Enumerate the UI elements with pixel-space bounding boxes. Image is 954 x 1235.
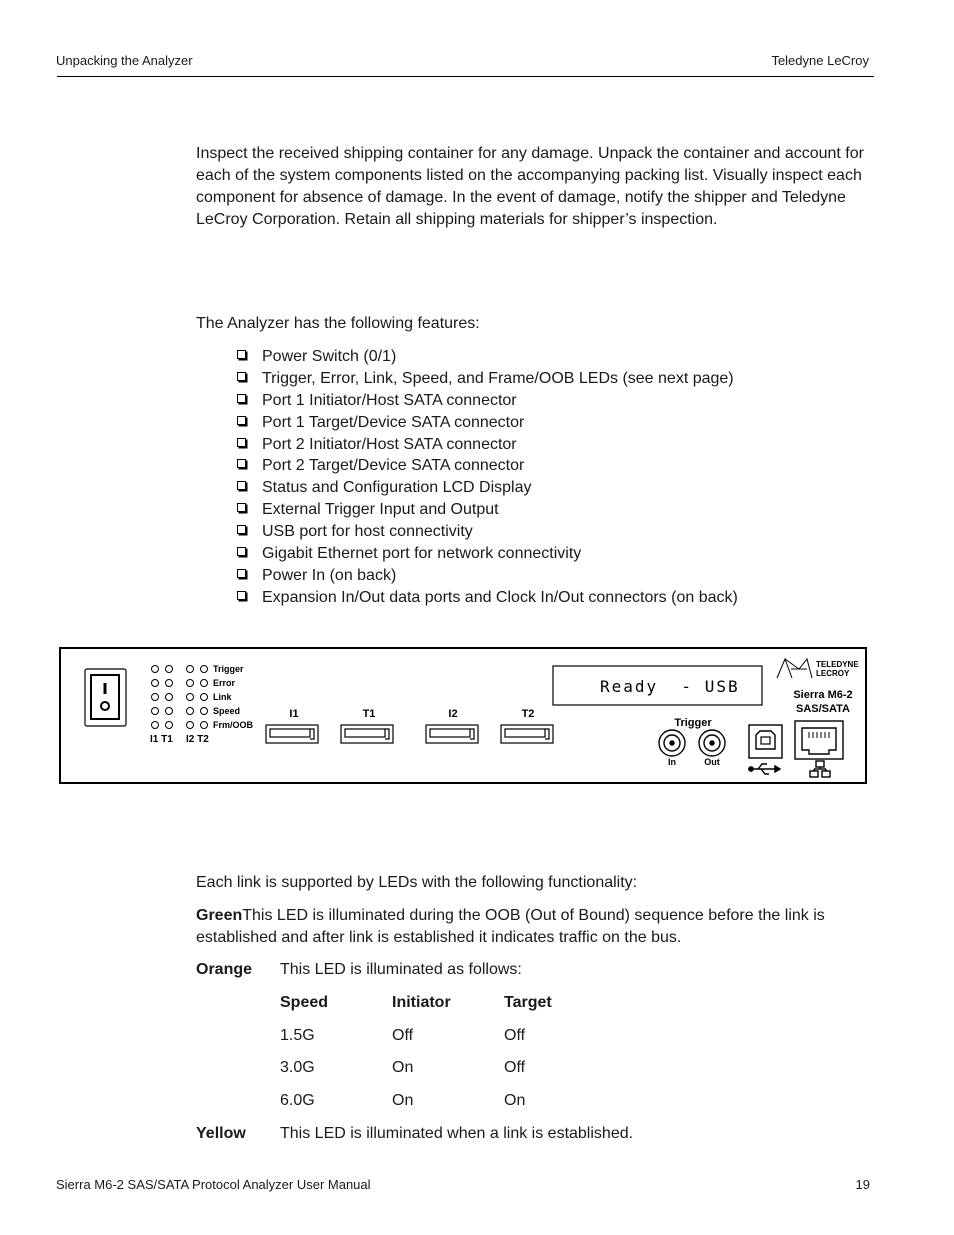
trigger-label: Trigger: [674, 717, 712, 729]
list-item: Status and Configuration LCD Display: [237, 477, 738, 499]
checkbox-bullet-icon: [237, 394, 246, 403]
list-item: Port 2 Initiator/Host SATA connector: [237, 434, 738, 456]
list-item: USB port for host connectivity: [237, 521, 738, 543]
checkbox-bullet-icon: [237, 416, 246, 425]
checkbox-bullet-icon: [237, 591, 246, 600]
green-label: Green: [196, 907, 243, 924]
list-item: Port 1 Initiator/Host SATA connector: [237, 390, 738, 412]
list-item: External Trigger Input and Output: [237, 499, 738, 521]
checkbox-bullet-icon: [237, 438, 246, 447]
inspection-paragraph: Inspect the received shipping container for any damage. Unpack the container and account for each of the system components listed on the accompanying packing list. Visually inspect each component for absence of damage. In the event of damage, notify the shipper and Teledyne LeCroy Corporation. Retain all shipping materials for shipper’s inspection.: [196, 145, 864, 228]
port-label-i2: I2: [448, 708, 458, 720]
running-header-left: Unpacking the Analyzer: [56, 53, 193, 68]
page-number: 19: [855, 1177, 870, 1192]
features-list: [237, 346, 738, 609]
trigger-out-label: Out: [704, 757, 720, 767]
led-label-frm-oob: Frm/OOB: [213, 720, 254, 730]
trigger-in-label: In: [668, 757, 676, 767]
table-cell: On: [392, 1092, 414, 1109]
list-item: Gigabit Ethernet port for network connectivity: [237, 543, 738, 565]
orange-label: Orange: [196, 961, 253, 978]
model-line-1: Sierra M6-2: [793, 689, 853, 701]
brand-line-2: LECROY: [816, 669, 850, 678]
yellow-label: Yellow: [196, 1125, 246, 1142]
checkbox-bullet-icon: [237, 372, 246, 381]
yellow-description: This LED is illuminated when a link is established.: [280, 1125, 634, 1142]
checkbox-bullet-icon: [237, 459, 246, 468]
checkbox-bullet-icon: [237, 350, 246, 359]
led-label-link: Link: [213, 692, 232, 702]
port-label-t2: T2: [521, 708, 535, 720]
header-rule: [57, 76, 874, 77]
list-item: Port 2 Target/Device SATA connector: [237, 455, 738, 477]
green-led-paragraph: [196, 905, 871, 949]
brand-line-1: TELEDYNE: [816, 660, 859, 669]
table-header-target: Target: [504, 994, 552, 1011]
footer-title: Sierra M6-2 SAS/SATA Protocol Analyzer User Manual: [56, 1177, 371, 1192]
running-header-right: Teledyne LeCroy: [771, 53, 869, 68]
table-cell: On: [504, 1092, 526, 1109]
list-item: Expansion In/Out data ports and Clock In/Out connectors (on back): [237, 587, 738, 609]
table-cell: 6.0G: [280, 1092, 315, 1109]
table-header-initiator: Initiator: [392, 994, 451, 1011]
table-cell: Off: [504, 1027, 526, 1044]
table-cell: 1.5G: [280, 1027, 315, 1044]
checkbox-bullet-icon: [237, 525, 246, 534]
list-item: Power In (on back): [237, 565, 738, 587]
lcd-text: Ready - USB: [600, 677, 740, 696]
table-cell: On: [392, 1059, 414, 1076]
led-label-speed: Speed: [213, 706, 241, 716]
table-cell: Off: [504, 1059, 526, 1076]
checkbox-bullet-icon: [237, 481, 246, 490]
features-intro: The Analyzer has the following features:: [196, 315, 480, 332]
table-cell: 3.0G: [280, 1059, 315, 1076]
list-item: Port 1 Target/Device SATA connector: [237, 412, 738, 434]
green-description: This LED is illuminated during the OOB (Out of Bound) sequence before the link is established and after link is established it indicates traffic on the bus.: [196, 907, 825, 946]
power-switch-icon: [85, 669, 126, 726]
table-cell: Off: [392, 1027, 414, 1044]
checkbox-bullet-icon: [237, 547, 246, 556]
led-label-trigger: Trigger: [213, 664, 244, 674]
orange-description: This LED is illuminated as follows:: [280, 961, 522, 978]
port-label-i1: I1: [289, 708, 299, 720]
led-column-label-port1: I1 T1: [150, 734, 173, 745]
model-line-2: SAS/SATA: [796, 703, 850, 715]
led-intro: Each link is supported by LEDs with the following functionality:: [196, 874, 638, 891]
checkbox-bullet-icon: [237, 503, 246, 512]
analyzer-front-panel: [59, 647, 867, 784]
list-item: Trigger, Error, Link, Speed, and Frame/OOB LEDs (see next page): [237, 368, 738, 390]
port-label-t1: T1: [362, 708, 376, 720]
list-item: Power Switch (0/1): [237, 346, 738, 368]
checkbox-bullet-icon: [237, 569, 246, 578]
led-column-label-port2: I2 T2: [186, 734, 209, 745]
led-label-error: Error: [213, 678, 236, 688]
table-header-speed: Speed: [280, 994, 329, 1011]
